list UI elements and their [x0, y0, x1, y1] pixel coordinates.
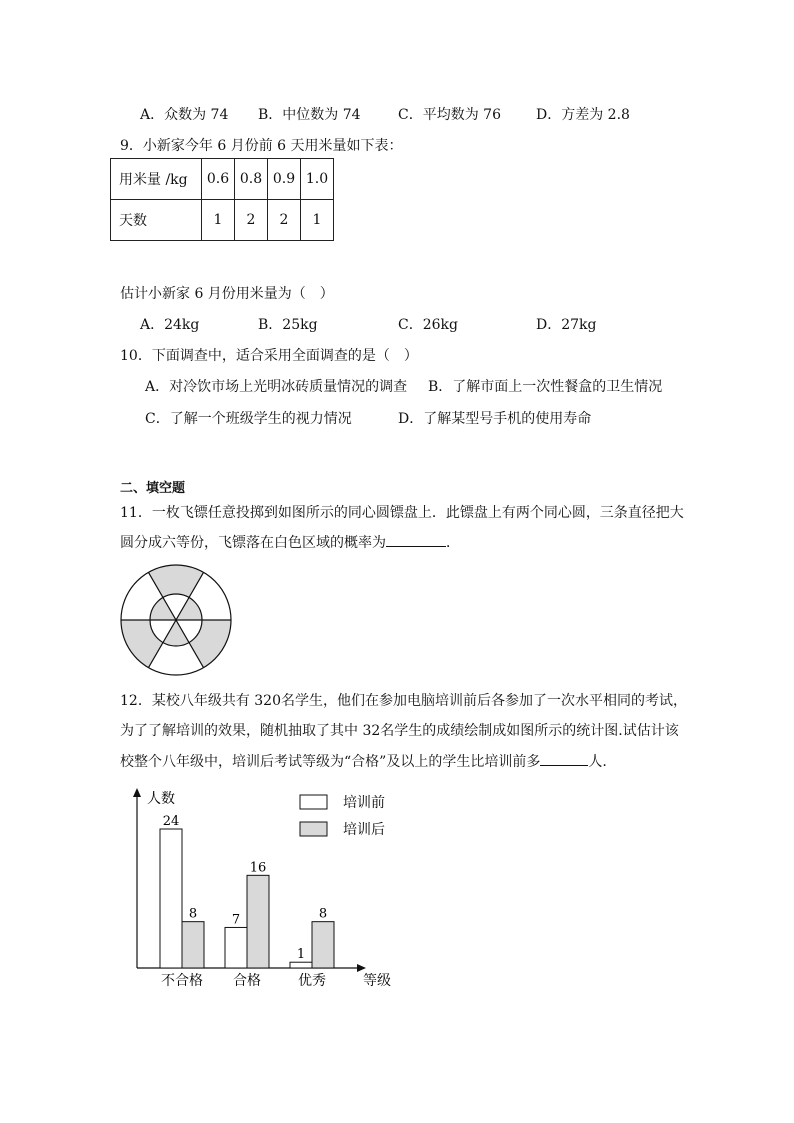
table-row	[111, 159, 334, 200]
q10-option-c: C．了解一个班级学生的视力情况	[145, 411, 352, 427]
legend-label-after: 培训后	[343, 822, 385, 838]
bar-value-label: 1	[296, 947, 306, 963]
table-cell: 2	[235, 200, 268, 241]
q10-option-d: D．了解某型号手机的使用寿命	[398, 411, 592, 427]
q8-option-b: B．中位数为 74	[258, 107, 361, 123]
table-cell: 1	[301, 200, 334, 241]
bar-value-label: 8	[188, 906, 198, 922]
x-axis-arrow-icon	[357, 964, 366, 972]
bar-value-label: 8	[318, 906, 328, 922]
table-header-rice: 用米量 /kg	[111, 159, 202, 200]
legend-label-before: 培训前	[343, 795, 385, 811]
table-cell: 2	[268, 200, 301, 241]
category-label: 优秀	[298, 973, 326, 989]
bar-before-1	[225, 927, 247, 968]
y-axis-arrow-icon	[133, 788, 141, 797]
q9-option-d: D．27kg	[536, 317, 597, 333]
q9-stem: 9．小新家今年 6 月份前 6 天用米量如下表：	[120, 138, 403, 154]
table-cell: 0.8	[235, 159, 268, 200]
bar-after-1	[247, 875, 269, 968]
q12-line1: 12．某校八年级共有 320名学生，他们在参加电脑培训前后各参加了一次水平相同的考试，	[120, 693, 687, 709]
y-axis-label: 人数	[147, 791, 175, 807]
bar-after-0	[182, 922, 204, 968]
q12-line3	[120, 751, 607, 771]
rice-usage-table	[110, 158, 334, 241]
q11-line2	[120, 532, 460, 552]
x-axis-label: 等级	[363, 973, 391, 989]
bar-value-label: 24	[162, 814, 180, 829]
table-cell: 1.0	[301, 159, 334, 200]
answer-blank	[540, 765, 588, 766]
q11-line1: 11．一枚飞镖任意投掷到如图所示的同心圆镖盘上．此镖盘上有两个同心圆，三条直径把大	[120, 505, 684, 521]
q10-option-a: A．对冷饮市场上光明冰砖质量情况的调查	[145, 379, 408, 395]
q11-line2-text: 圆分成六等份，飞镖落在白色区域的概率为	[120, 535, 386, 551]
legend-swatch-after	[300, 822, 327, 836]
q12-line3-end: 人.	[588, 754, 607, 770]
table-cell: 0.6	[202, 159, 235, 200]
training-bar-chart	[120, 785, 420, 995]
q8-option-d: D．方差为 2.8	[536, 107, 630, 123]
dartboard-figure	[119, 563, 233, 677]
q9-question: 估计小新家 6 月份用米量为（ ）	[120, 286, 334, 302]
q9-option-b: B．25kg	[258, 317, 318, 333]
q12-line2: 为了了解培训的效果，随机抽取了其中 32名学生的成绩绘制成如图所示的统计图.试估计该	[120, 723, 679, 739]
bar-before-0	[160, 829, 182, 968]
q9-option-a: A．24kg	[140, 317, 200, 333]
q10-option-b: B．了解市面上一次性餐盒的卫生情况	[428, 379, 663, 395]
q8-option-c: C．平均数为 76	[398, 107, 501, 123]
answer-blank	[386, 546, 446, 547]
q12-line3-text: 校整个八年级中，培训后考试等级为“合格”及以上的学生比培训前多	[120, 754, 541, 770]
table-cell: 1	[202, 200, 235, 241]
table-header-days: 天数	[111, 200, 202, 241]
q9-option-c: C．26kg	[398, 317, 458, 333]
bar-after-2	[312, 922, 334, 968]
legend-swatch-before	[300, 795, 327, 809]
category-label: 不合格	[161, 973, 203, 989]
bar-value-label: 16	[249, 860, 267, 876]
q10-stem: 10．下面调查中，适合采用全面调查的是（ ）	[120, 348, 418, 364]
category-label: 合格	[233, 973, 261, 989]
table-cell: 0.9	[268, 159, 301, 200]
bar-before-2	[290, 962, 312, 968]
q8-option-a: A．众数为 74	[140, 107, 229, 123]
table-row	[111, 200, 334, 241]
bar-value-label: 7	[231, 912, 241, 928]
section-title: 二、填空题	[120, 481, 186, 496]
q11-line2-end: ．	[446, 535, 460, 551]
